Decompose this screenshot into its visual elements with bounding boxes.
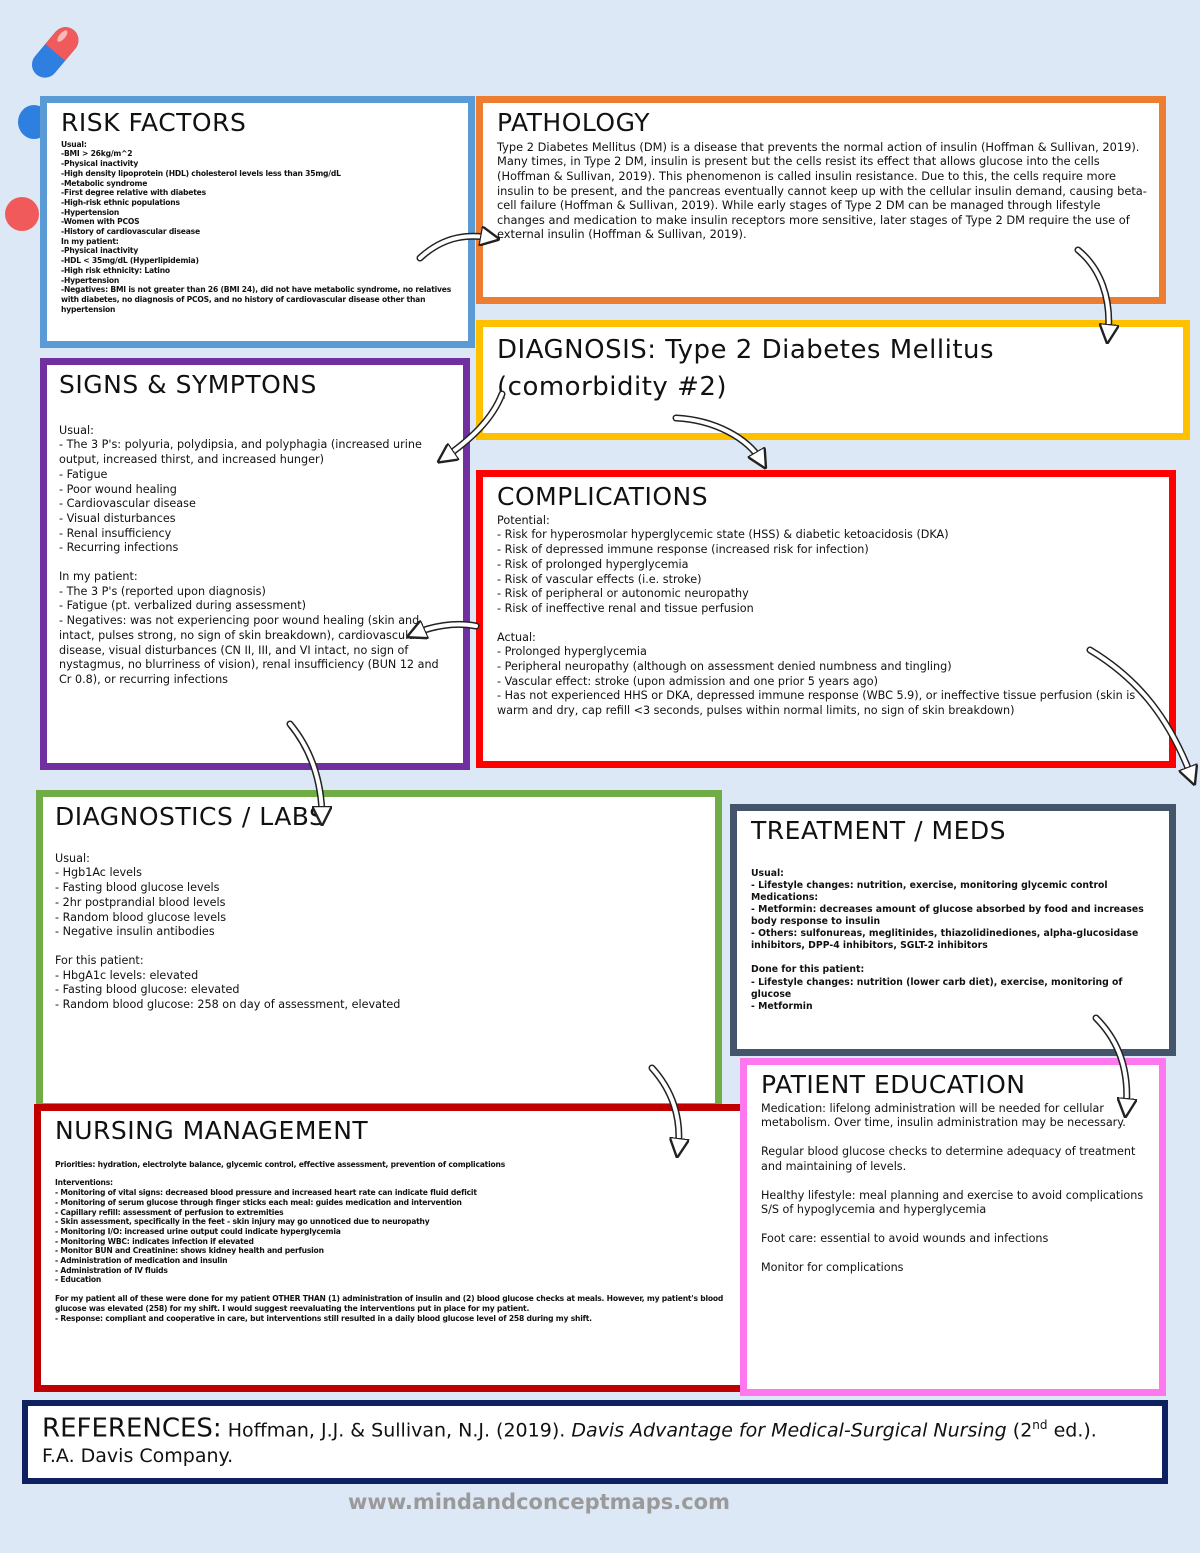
nursing-intervention-item: - Skin assessment, specifically in the feet - skin injury may go unnoticed due to neuropathy (55, 1217, 430, 1227)
risk-factor-item: Usual: (61, 139, 87, 149)
pill-half-blue-icon (12, 104, 42, 140)
complications-potential-list (497, 528, 1157, 616)
treatment-patient-label: Done for this patient: (751, 964, 865, 976)
references-edition-sup: nd (1032, 1418, 1048, 1432)
nursing-management-title: NURSING MANAGEMENT (55, 1116, 369, 1145)
patient-education-list (761, 1102, 1147, 1276)
diagnostics-labs-title: DIAGNOSTICS / LABS (55, 802, 326, 831)
references-box (22, 1400, 1168, 1484)
education-item: Foot care: essential to avoid wounds and infections (761, 1231, 1049, 1245)
nursing-intervention-item: - Monitoring of serum glucose through finger sticks each meal: guides medication and intervention (55, 1197, 462, 1207)
pill-capsule-icon (24, 18, 88, 88)
complications-title: COMPLICATIONS (497, 482, 709, 511)
lab-usual-item: - Fasting blood glucose levels (55, 881, 220, 895)
complications-box (476, 470, 1176, 768)
signs-usual-label: Usual: (59, 423, 94, 437)
treatment-patient-item: - Lifestyle changes: nutrition (lower carb diet), exercise, monitoring of glucose (751, 976, 1126, 1000)
pathology-box (476, 96, 1166, 304)
complication-actual-item: - Prolonged hyperglycemia (497, 645, 647, 659)
lab-patient-item: - HbgA1c levels: elevated (55, 968, 199, 982)
treatment-item: Usual: (751, 867, 784, 879)
patient-education-title: PATIENT EDUCATION (761, 1070, 1026, 1099)
complication-potential-item: - Risk for hyperosmolar hyperglycemic state (HSS) & diabetic ketoacidosis (DKA) (497, 528, 949, 542)
diagnosis-title-line1: DIAGNOSIS: Type 2 Diabetes Mellitus (497, 335, 995, 365)
references-text (42, 1412, 1148, 1469)
treatment-item: - Metformin: decreases amount of glucose absorbed by food and increases body response to insulin (751, 904, 1148, 928)
watermark-text: www.mindandconceptmaps.com (348, 1490, 730, 1514)
patient-education-box (740, 1058, 1166, 1396)
nursing-priorities: Priorities: hydration, electrolyte balance, glycemic control, effective assessment, prevention of complications (55, 1159, 506, 1169)
nursing-intervention-item: - Education (55, 1275, 102, 1285)
labs-usual-label: Usual: (55, 851, 90, 865)
references-edition-pre: (2 (1006, 1419, 1033, 1442)
risk-factor-item: -History of cardiovascular disease (61, 227, 200, 237)
sign-usual-item: - The 3 P's: polyuria, polydipsia, and polyphagia (increased urine output, increased thirst, and increased hunger) (59, 438, 426, 467)
treatment-item: - Lifestyle changes: nutrition, exercise, monitoring glycemic control (751, 879, 1108, 891)
sign-usual-item: - Visual disturbances (59, 511, 176, 525)
nursing-interventions-list (55, 1188, 731, 1285)
risk-factors-box (40, 96, 475, 348)
nursing-management-box (34, 1104, 750, 1392)
risk-factor-item: -First degree relative with diabetes (61, 188, 206, 198)
nursing-intervention-item: - Monitor BUN and Creatinine: shows kidney health and perfusion (55, 1246, 324, 1256)
references-edition-post: ed.). (1047, 1419, 1097, 1442)
treatment-usual-list (751, 868, 1157, 953)
signs-symptoms-title: SIGNS & SYMPTONS (59, 370, 317, 399)
lab-patient-item: - Fasting blood glucose: elevated (55, 983, 240, 997)
education-item: Monitor for complications (761, 1260, 904, 1274)
complication-potential-item: - Risk of ineffective renal and tissue perfusion (497, 601, 754, 615)
education-item: Regular blood glucose checks to determine adequacy of treatment and maintaining of levels. (761, 1145, 1139, 1173)
sign-patient-item: - The 3 P's (reported upon diagnosis) (59, 584, 266, 598)
sign-usual-item: - Renal insufficiency (59, 526, 172, 540)
sign-usual-item: - Cardiovascular disease (59, 497, 196, 511)
sign-patient-item: - Fatigue (pt. verbalized during assessment) (59, 599, 306, 613)
risk-factor-item: -Metabolic syndrome (61, 178, 148, 188)
treatment-item: - Others: sulfonureas, meglitinides, thiazolidinediones, alpha-glucosidase inhibitors, DPP-4 inhibitors, SGLT-2 inhibitors (751, 928, 1142, 952)
pathology-text: Type 2 Diabetes Mellitus (DM) is a disease that prevents the normal action of insulin (Hoffman & Sullivan, 2019). Many times, in Type 2 DM, insulin is present but the cells resist its effect that allows glucose into the cells (Hoffman & Sullivan, 2019). This phenomenon is called insulin resistance. Due to this, the cells require more insulin to be present, and the pancreas eventually cannot keep up with the cellular insulin demand, causing beta-cell failure (Hoffman & Sullivan, 2019). While early stages of Type 2 DM can be managed through lifestyle changes and medication to make insulin receptors more sensitive, later stages of Type 2 DM require the use of external insulin (Hoffman & Sullivan, 2019). (497, 139, 1147, 242)
nursing-intervention-item: - Monitoring I/O: increased urine output could indicate hyperglycemia (55, 1226, 341, 1236)
treatment-meds-box (730, 804, 1176, 1056)
references-authors: Hoffman, J.J. & Sullivan, N.J. (2019). (221, 1419, 572, 1442)
sign-usual-item: - Poor wound healing (59, 482, 177, 496)
treatment-meds-title: TREATMENT / MEDS (751, 816, 1007, 845)
risk-factor-item: -Physical inactivity (61, 246, 139, 256)
sign-patient-item: - Negatives: was not experiencing poor wound healing (skin and intact, pulses strong, no sign of skin breakdown), cardiovascular disease, visual disturbances (CN II, III, and VI intact, no sign of nystagmus, no blurriness of vision), renal insufficiency (BUN 12 and Cr 0.8), or recurring infections (59, 614, 443, 686)
risk-factor-item: In my patient: (61, 236, 119, 246)
labs-patient-label: For this patient: (55, 953, 144, 967)
nursing-patient-note: For my patient all of these were done for my patient OTHER THAN (1) administration of insulin and (2) blood glucose checks at meals. However, my patient's blood glucose was elevated (258) for my shift. I would suggest reevaluating the interventions put in place for my patient. (55, 1294, 724, 1313)
nursing-response: - Response: compliant and cooperative in care, but interventions still resulted in a daily blood glucose level of 258 during my shift. (55, 1313, 592, 1323)
treatment-item: Medications: (751, 891, 819, 903)
nursing-intervention-item: - Capillary refill: assessment of perfusion to extremities (55, 1207, 284, 1217)
diagnosis-title-line2: (comorbidity #2) (497, 372, 728, 402)
risk-factor-item: -BMI > 26kg/m^2 (61, 149, 133, 159)
nursing-intervention-item: - Monitoring WBC: indicates infection if elevated (55, 1236, 254, 1246)
signs-patient-list (59, 585, 443, 688)
lab-usual-item: - Hgb1Ac levels (55, 866, 142, 880)
risk-factor-item: -High-risk ethnic populations (61, 197, 180, 207)
pathology-title: PATHOLOGY (497, 108, 650, 137)
complications-actual-list (497, 645, 1157, 719)
signs-usual-list (59, 438, 443, 556)
education-item: Healthy lifestyle: meal planning and exercise to avoid complications S/S of hypoglycemia and hyperglycemia (761, 1188, 1144, 1217)
complication-actual-item: - Vascular effect: stroke (upon admission and one prior 5 years ago) (497, 674, 878, 688)
treatment-patient-list (751, 977, 1157, 1013)
lab-patient-item: - Random blood glucose: 258 on day of assessment, elevated (55, 998, 401, 1012)
pill-half-red-icon (2, 196, 42, 232)
complication-potential-item: - Risk of depressed immune response (increased risk for infection) (497, 543, 869, 557)
risk-factor-item: -HDL < 35mg/dL (Hyperlipidemia) (61, 256, 199, 266)
sign-usual-item: - Fatigue (59, 467, 108, 481)
risk-factor-item: -Women with PCOS (61, 217, 140, 227)
references-label: REFERENCES: (42, 1413, 222, 1444)
signs-symptoms-box (40, 358, 470, 770)
lab-usual-item: - Negative insulin antibodies (55, 925, 215, 939)
risk-factor-item: -Hypertension (61, 207, 120, 217)
risk-factors-title: RISK FACTORS (61, 108, 247, 137)
risk-factor-item: -Hypertension (61, 275, 120, 285)
complications-actual-label: Actual: (497, 630, 536, 644)
risk-factors-list (61, 140, 456, 315)
nursing-interventions-label: Interventions: (55, 1178, 113, 1188)
risk-factor-item: -High density lipoprotein (HDL) cholesterol levels less than 35mg/dL (61, 168, 341, 178)
complication-potential-item: - Risk of prolonged hyperglycemia (497, 557, 689, 571)
labs-usual-list (55, 866, 703, 940)
references-book-title: Davis Advantage for Medical-Surgical Nursing (571, 1419, 1007, 1442)
nursing-intervention-item: - Administration of medication and insulin (55, 1256, 228, 1266)
risk-factor-item: -High risk ethnicity: Latino (61, 265, 170, 275)
diagnosis-box (476, 320, 1190, 440)
lab-usual-item: - 2hr postprandial blood levels (55, 895, 226, 909)
education-item: Medication: lifelong administration will be needed for cellular metabolism. Over time, insulin administration may be necessary. (761, 1101, 1126, 1130)
sign-usual-item: - Recurring infections (59, 541, 179, 555)
risk-factor-item: -Negatives: BMI is not greater than 26 (BMI 24), did not have metabolic syndrome, no relatives with diabetes, no diagnosis of PCOS, and no history of cardiovascular disease other than hypertension (61, 285, 454, 314)
complication-potential-item: - Risk of peripheral or autonomic neuropathy (497, 587, 749, 601)
labs-patient-list (55, 969, 703, 1013)
complications-potential-label: Potential: (497, 513, 550, 527)
complication-potential-item: - Risk of vascular effects (i.e. stroke) (497, 572, 702, 586)
nursing-intervention-item: - Monitoring of vital signs: decreased blood pressure and increased heart rate can indicate fluid deficit (55, 1188, 477, 1198)
complication-actual-item: - Peripheral neuropathy (although on assessment denied numbness and tingling) (497, 660, 952, 674)
risk-factor-item: -Physical inactivity (61, 159, 139, 169)
complication-actual-item: - Has not experienced HHS or DKA, depressed immune response (WBC 5.9), or ineffective tissue perfusion (skin is warm and dry, cap refill <3 seconds, pulses within normal limits, no sign of skin breakdown) (497, 689, 1139, 718)
treatment-patient-item: - Metformin (751, 1000, 813, 1012)
diagnostics-labs-box (36, 790, 722, 1110)
lab-usual-item: - Random blood glucose levels (55, 910, 227, 924)
signs-patient-label: In my patient: (59, 570, 138, 584)
references-publisher: F.A. Davis Company. (42, 1445, 234, 1468)
nursing-intervention-item: - Administration of IV fluids (55, 1265, 168, 1275)
